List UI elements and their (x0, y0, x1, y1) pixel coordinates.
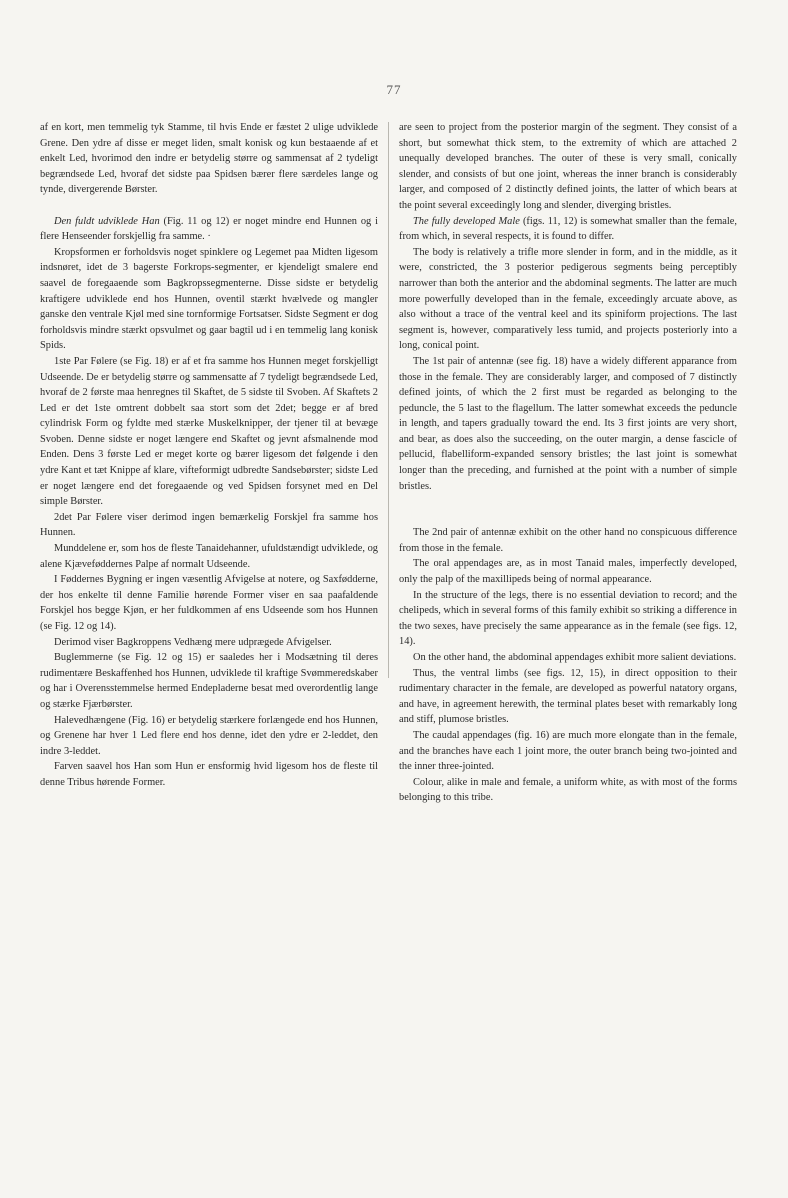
paragraph: Colour, alike in male and female, a uniform white, as with most of the forms belonging to this tribe. (399, 776, 737, 804)
paragraph: 1ste Par Følere (se Fig. 18) er af et fra samme hos Hunnen meget forskjelligt Udseende. De er betydelig større og sammensatte af 7 tydeligt begrændsede Led, hvoraf de 2 første maa henregnes til Skaftet, de 5 sidste til Svoben. Af Skaftets 2 Led er det 1ste omtrent dobbelt saa stort som det 2det; begge er af bred cylindrisk Form og fyldte med stærke Muskelknipper, der tjener til at bevæge Svoben. Denne sidste er noget længere end Skaftet og jevnt afsmalnende mod Enden. Dens 3 første Led er meget korte og bærer ligesom det følgende i den ydre Kant et tæt Knippe af klare, vifteformigt udbredte Sandsebørster; sidste Led er noget længere end det foregaaende og ved Spidsen forsynet med en Del simple Børster. (40, 355, 378, 508)
paragraph: Farven saavel hos Han som Hun er ensformig hvid ligesom hos de fleste til denne Tribus hørende Former. (40, 761, 378, 788)
english-text-column (399, 120, 737, 806)
paragraph: are seen to project from the posterior margin of the segment. They consist of a short, but somewhat thick stem, to the extremity of which are attached 2 unequally developed branches. The outer of these is very small, conically slender, and consists of but one joint, whereas the inner branch is considerably larger, and composed of 2 distinctly defined joints, the latter of which bears at the point several exceedingly long and slender, diverging bristles. (399, 122, 737, 211)
section-heading: Den fuldt udviklede Han (54, 215, 160, 227)
paragraph-text: (Fig. 11 og 12) er noget mindre end Hunnen og i flere Henseender forskjellig fra samme. · (40, 215, 378, 243)
paragraph: I Føddernes Bygning er ingen væsentlig Afvigelse at notere, og Saxfødderne, der hos enkelte til denne Familie hørende Former viser en saa paafaldende Forskjel hos begge Kjøn, er her fuldkommen af ens Udseende som hos Hunnen (se Fig. 12 og 14). (40, 574, 378, 632)
danish-text-column (40, 120, 378, 791)
paragraph: The caudal appendages (fig. 16) are much more elongate than in the female, and the branches have each 1 joint more, the outer branch being two-jointed and the inner three-jointed. (399, 729, 737, 773)
paragraph: af en kort, men temmelig tyk Stamme, til hvis Ende er fæstet 2 ulige udviklede Grene. Den ydre af disse er meget liden, smalt konisk og kun bestaaende af et enkelt Led, hvorimod den indre er betydelig større og sammensat af 2 tydeligt begrændsede Led, hvoraf det sidste paa Spidsen bærer flere særdeles lange og tynde, divergerende Børster. (40, 122, 378, 196)
paragraph: In the structure of the legs, there is no essential deviation to record; and the chelipeds, which in several forms of this family exhibit so striking a difference in the two sexes, have precisely the same appearance as in the female (see figs. 12, 14). (399, 589, 737, 648)
section-heading: The fully developed Male (413, 215, 520, 227)
column-divider (388, 122, 389, 678)
paragraph: The 2nd pair of antennæ exhibit on the other hand no conspicuous difference from those in the female. (399, 527, 737, 554)
paragraph: Kropsformen er forholdsvis noget spinklere og Legemet paa Midten ligesom indsnøret, idet de 3 bagerste Forkrops-segmenter, er kjendeligt smalere end saavel de foregaaende som Bagkropssegmenterne. Disse sidste er betydelig kraftigere udviklede end hos Hunnen, oventil stærkt hvælvede og mangler ganske den ventrale Kjøl med sine tornformige Fortsatser. Sidste Segment er dog forholdsvis mindre stærkt opsvulmet og gaar bagtil ud i en temmelig lang konisk Spids. (40, 246, 378, 352)
paragraph: On the other hand, the abdominal appendages exhibit more salient deviations. (413, 652, 737, 663)
paragraph: 2det Par Følere viser derimod ingen bemærkelig Forskjel fra samme hos Hunnen. (40, 511, 378, 539)
paragraph: The 1st pair of antennæ (see fig. 18) have a widely different apparance from those in the female. They are considerably larger, and composed of 7 distinctly defined joints, of which the 2 first must be regarded as belonging to the peduncle, the 5 last to the flagellum. The latter somewhat exceeds the peduncle in length, and tapers gradually toward the end. Its 3 first joints are very short, and bear, as does also the succeeding, on the outer margin, a dense fascicle of pellucid, flabelliform-expanded sensory bristles; the last joint is somewhat longer than the preceding, and furnished at the point with a number of simple bristles. (399, 355, 737, 492)
paragraph: Thus, the ventral limbs (see figs. 12, 15), in direct opposition to their rudimentary character in the female, are developed as powerful natatory organs, and have, in agreement herewith, the terminal plates beset with remarkably long and stiff, plumose bristles. (399, 667, 737, 726)
paragraph: Halevedhængene (Fig. 16) er betydelig stærkere forlængede end hos Hunnen, og Grenene har hver 1 Led flere end hos denne, idet den ydre er 2-leddet, den indre 3-leddet. (40, 714, 378, 757)
paragraph: Derimod viser Bagkroppens Vedhæng mere udprægede Afvigelser. (54, 636, 332, 648)
paragraph: The oral appendages are, as in most Tanaid males, imperfectly developed, only the palp of the maxillipeds being of normal appearance. (399, 558, 737, 586)
paragraph: Munddelene er, som hos de fleste Tanaidehanner, ufuldstændigt udviklede, og alene Kjæveføddernes Palpe af normalt Udseende. (40, 543, 378, 570)
paragraph-text: (figs. 11, 12) is somewhat smaller than the female, from which, in several respects, it is found to differ. (399, 215, 737, 243)
page-number: 77 (386, 82, 402, 97)
paragraph (399, 214, 737, 245)
paragraph: The body is relatively a trifle more slender in form, and in the middle, as it were, constricted, the 3 posterior pedigerous segments being perceptibly narrower than both the anterior and the abdominal segments. The latter are much more powerfully developed than in the female, exceedingly arcuate above, as also without a trace of the ventral keel and its spiniform projections. The last segment is, however, comparatively less tumid, and projects posteriorly into a long, conical point. (399, 246, 737, 352)
paragraph: Buglemmerne (se Fig. 12 og 15) er saaledes her i Modsætning til deres rudimentære Beskaffenhed hos Hunnen, udviklede til kraftige Svømmeredskaber og har i Overensstemmelse hermed Endepladerne besat med overordentlig lange og stærke Fjærbørster. (40, 652, 378, 710)
paragraph (40, 214, 378, 245)
